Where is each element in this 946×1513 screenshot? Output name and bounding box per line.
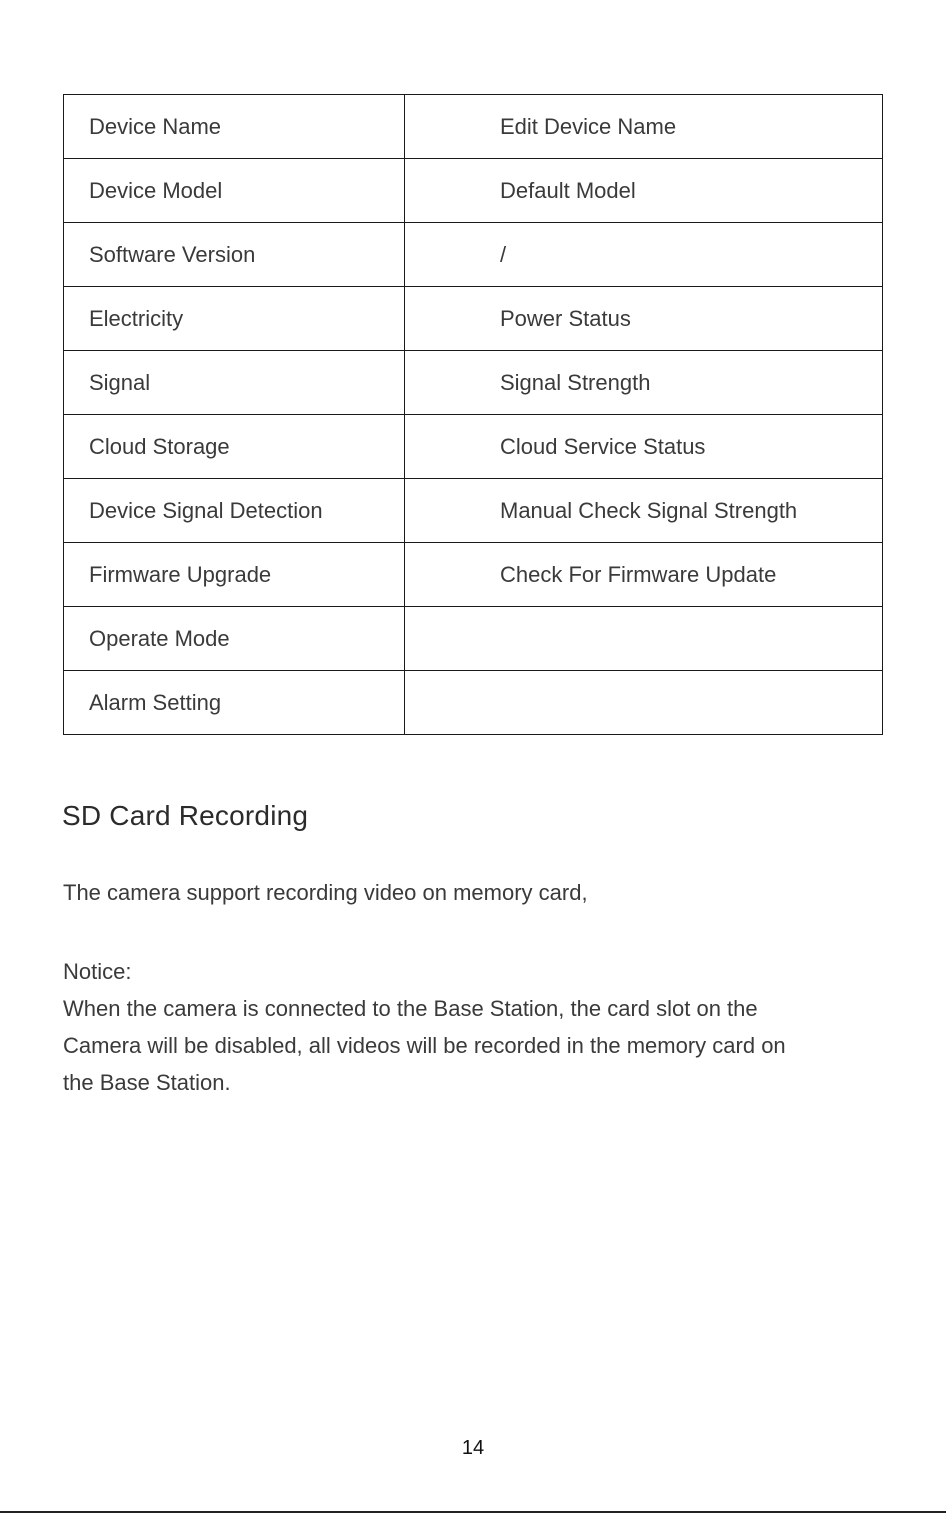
page-number: 14	[461, 1437, 485, 1459]
feature-cell: Cloud Storage	[64, 415, 405, 479]
function-cell	[405, 607, 883, 671]
feature-cell: Device Model	[64, 159, 405, 223]
function-cell: Default Model	[405, 159, 883, 223]
feature-cell: Electricity	[64, 287, 405, 351]
function-cell	[405, 671, 883, 735]
feature-cell: Firmware Upgrade	[64, 543, 405, 607]
table-row	[64, 159, 883, 223]
notice-line: When the camera is connected to the Base Station, the card slot on the	[63, 996, 758, 1021]
table-row	[64, 351, 883, 415]
function-cell: Signal Strength	[405, 351, 883, 415]
feature-cell: Signal	[64, 351, 405, 415]
table-row	[64, 95, 883, 159]
device-settings-table	[63, 94, 883, 735]
function-cell: Edit Device Name	[405, 95, 883, 159]
function-cell: Cloud Service Status	[405, 415, 883, 479]
feature-cell: Device Name	[64, 95, 405, 159]
feature-cell: Device Signal Detection	[64, 479, 405, 543]
table-row	[64, 671, 883, 735]
function-cell: Check For Firmware Update	[405, 543, 883, 607]
feature-cell: Software Version	[64, 223, 405, 287]
table-row	[64, 223, 883, 287]
table-row	[64, 415, 883, 479]
section-heading: SD Card Recording	[62, 800, 309, 831]
function-cell: Manual Check Signal Strength	[405, 479, 883, 543]
notice-label: Notice:	[63, 959, 132, 984]
function-cell: Power Status	[405, 287, 883, 351]
feature-cell: Operate Mode	[64, 607, 405, 671]
intro-paragraph: The camera support recording video on memory card,	[63, 880, 588, 905]
table-row	[64, 607, 883, 671]
notice-line: Camera will be disabled, all videos will be recorded in the memory card on	[63, 1033, 786, 1058]
table-row	[64, 543, 883, 607]
notice-line: the Base Station.	[63, 1070, 231, 1095]
function-cell: /	[405, 223, 883, 287]
table-row	[64, 287, 883, 351]
feature-cell: Alarm Setting	[64, 671, 405, 735]
table-row	[64, 479, 883, 543]
notice-block	[63, 953, 863, 1101]
